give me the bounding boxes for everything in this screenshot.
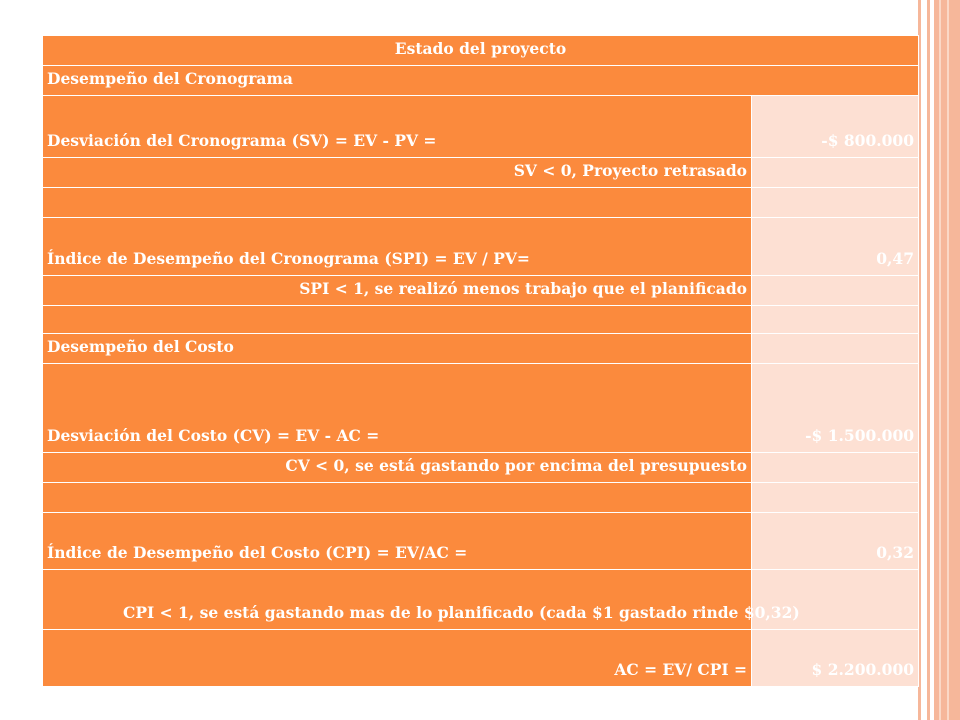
stripe-wide <box>934 0 960 720</box>
cpi-note: CPI < 1, se está gastando mas de lo planificado (cada $1 gastado rinde $0,32) <box>43 570 752 630</box>
cost-performance-header: Desempeño del Costo <box>43 334 752 364</box>
decorative-side-stripes <box>918 0 960 720</box>
cpi-value: 0,32 <box>752 513 919 570</box>
sv-label: Desviación del Cronograma (SV) = EV - PV = <box>43 96 752 158</box>
schedule-performance-header: Desempeño del Cronograma <box>43 66 919 96</box>
cv-value: -$ 1.500.000 <box>752 364 919 453</box>
spacer-row-2-value <box>752 306 919 334</box>
spi-label: Índice de Desempeño del Cronograma (SPI) = EV / PV= <box>43 218 752 276</box>
cv-note: CV < 0, se está gastando por encima del presupuesto <box>43 453 752 483</box>
cpi-label: Índice de Desempeño del Costo (CPI) = EV/AC = <box>43 513 752 570</box>
spacer-row-3 <box>43 483 752 513</box>
cv-note-blank <box>752 453 919 483</box>
spacer-row-2 <box>43 306 752 334</box>
stripe-thin-2 <box>927 0 930 720</box>
project-status-table <box>42 35 919 687</box>
spacer-row-1 <box>43 188 752 218</box>
stripe-inner-1 <box>939 0 941 720</box>
cv-label: Desviación del Costo (CV) = EV - AC = <box>43 364 752 453</box>
sv-value: -$ 800.000 <box>752 96 919 158</box>
spi-value: 0,47 <box>752 218 919 276</box>
ac-label: AC = EV/ CPI = <box>43 630 752 687</box>
table-title: Estado del proyecto <box>43 36 919 66</box>
spi-note-blank <box>752 276 919 306</box>
spacer-row-3-value <box>752 483 919 513</box>
ac-value: $ 2.200.000 <box>752 630 919 687</box>
stripe-inner-2 <box>947 0 949 720</box>
cost-header-blank <box>752 334 919 364</box>
spi-note: SPI < 1, se realizó menos trabajo que el planificado <box>43 276 752 306</box>
sv-note-blank <box>752 158 919 188</box>
sv-note: SV < 0, Proyecto retrasado <box>43 158 752 188</box>
spacer-row-1-value <box>752 188 919 218</box>
